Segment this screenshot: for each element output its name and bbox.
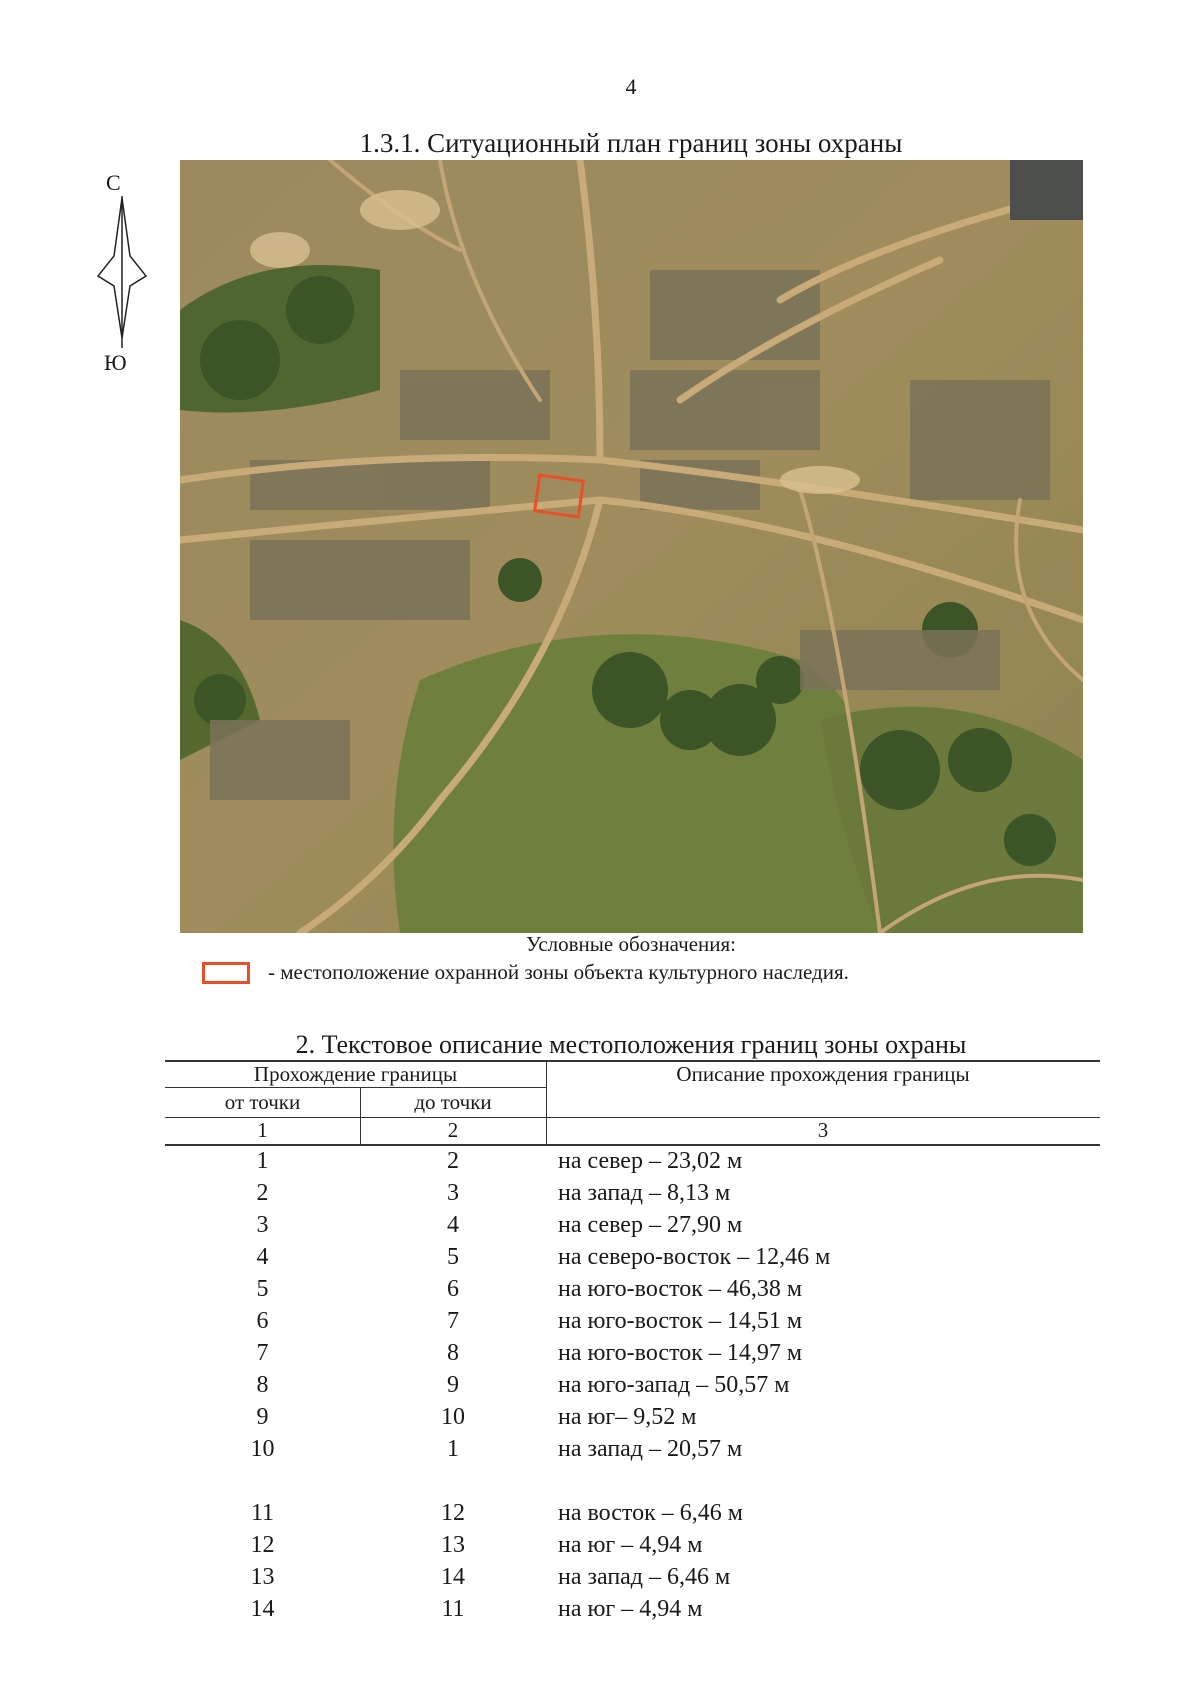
row-to: 9 — [447, 1372, 459, 1398]
row-desc: на северо-восток – 12,46 м — [558, 1244, 831, 1270]
row-to: 7 — [447, 1308, 459, 1334]
row-desc: на запад – 6,46 м — [558, 1564, 731, 1590]
row-from: 8 — [256, 1372, 269, 1398]
table-rule-group — [165, 1087, 546, 1088]
row-desc: на север – 27,90 м — [558, 1212, 743, 1238]
row-to: 11 — [441, 1596, 465, 1622]
row-desc: на запад – 20,57 м — [558, 1436, 743, 1462]
row-to: 1 — [447, 1436, 459, 1462]
row-from: 12 — [250, 1532, 275, 1558]
page-number: 4 — [625, 74, 637, 99]
row-from: 7 — [256, 1340, 269, 1366]
table-title: 2. Текстовое описание местоположения границ зоны охраны — [295, 1030, 967, 1059]
table-rule-numbering — [165, 1144, 1100, 1146]
row-from: 10 — [250, 1436, 275, 1462]
row-from: 9 — [256, 1404, 269, 1430]
row-from: 13 — [250, 1564, 275, 1590]
legend-swatch-icon — [202, 962, 250, 984]
header-to: до точки — [414, 1090, 492, 1114]
header-description: Описание прохождения границы — [676, 1062, 970, 1086]
compass-arrow-icon — [92, 168, 152, 368]
row-desc: на юго-восток – 14,51 м — [558, 1308, 803, 1334]
row-from: 4 — [256, 1244, 269, 1270]
row-to: 8 — [447, 1340, 459, 1366]
row-desc: на юго-восток – 46,38 м — [558, 1276, 803, 1302]
row-to: 3 — [447, 1180, 459, 1206]
header-from: от точки — [224, 1090, 301, 1114]
row-from: 14 — [250, 1596, 275, 1622]
header-group: Прохождение границы — [253, 1062, 458, 1086]
row-desc: на юг – 4,94 м — [558, 1532, 703, 1558]
satellite-map — [180, 160, 1083, 933]
row-to: 13 — [441, 1532, 465, 1558]
header-numbering-1: 1 — [257, 1118, 268, 1142]
row-to: 10 — [441, 1404, 465, 1430]
row-desc: на запад – 8,13 м — [558, 1180, 731, 1206]
section-title: 1.3.1. Ситуационный план границ зоны охраны — [359, 128, 903, 158]
row-to: 2 — [447, 1148, 459, 1174]
compass-north-label: С — [106, 170, 121, 195]
row-from: 3 — [256, 1212, 269, 1238]
row-desc: на юго-запад – 50,57 м — [558, 1372, 790, 1398]
row-desc: на юг – 4,94 м — [558, 1596, 703, 1622]
row-from: 1 — [256, 1148, 269, 1174]
row-to: 4 — [447, 1212, 459, 1238]
compass-south-label: Ю — [104, 350, 127, 375]
row-desc: на юго-восток – 14,97 м — [558, 1340, 803, 1366]
row-from: 11 — [250, 1500, 275, 1526]
row-from: 2 — [256, 1180, 269, 1206]
legend-title: Условные обозначения: — [525, 932, 737, 956]
header-numbering-3: 3 — [817, 1118, 829, 1142]
row-from: 6 — [256, 1308, 269, 1334]
row-desc: на север – 23,02 м — [558, 1148, 743, 1174]
row-to: 6 — [447, 1276, 459, 1302]
header-numbering-2: 2 — [447, 1118, 459, 1142]
row-to: 14 — [441, 1564, 465, 1590]
row-desc: на юг– 9,52 м — [558, 1404, 697, 1430]
legend-item-text: - местоположение охранной зоны объекта культурного наследия. — [268, 960, 849, 984]
row-desc: на восток – 6,46 м — [558, 1500, 743, 1526]
row-from: 5 — [256, 1276, 269, 1302]
row-to: 12 — [441, 1500, 465, 1526]
legend-item — [202, 960, 849, 985]
row-to: 5 — [447, 1244, 459, 1270]
